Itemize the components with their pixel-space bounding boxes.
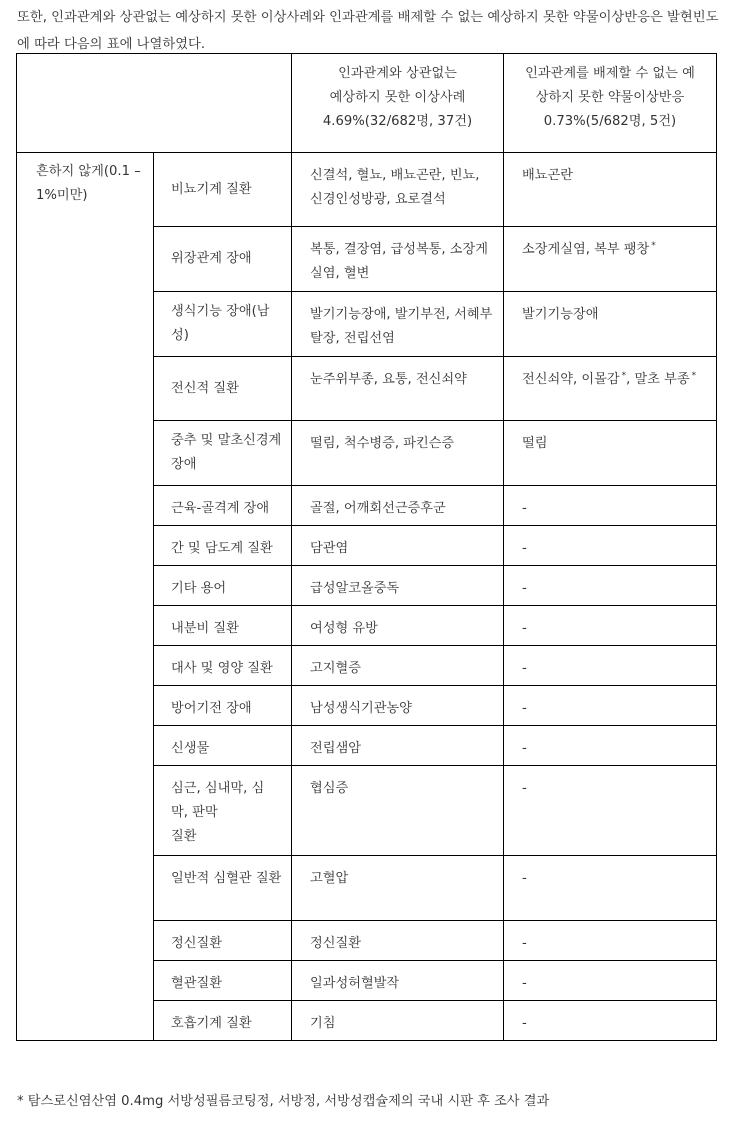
adverse-reactions-cell: 소장게실염, 복부 팽창 * (504, 227, 717, 292)
adverse-reactions-cell: 발기기능장애 (504, 292, 717, 357)
adverse-reactions-cell: - (504, 961, 717, 1001)
intro-paragraph: 또한, 인과관계와 상관없는 예상하지 못한 이상사례와 인과관계를 배제할 수 없는 예상하지 못한 약물이상반응은 발현빈도에 따라 다음의 표에 나열하였다. (17, 10, 719, 52)
adverse-reactions-cell: - (504, 1001, 717, 1041)
system-organ-class: 전신적 질환 (154, 357, 292, 421)
system-organ-class: 근육-골격계 장애 (154, 486, 292, 526)
adverse-reactions-cell: - (504, 726, 717, 766)
system-organ-class: 혈관질환 (154, 961, 292, 1001)
system-organ-class: 생식기능 장애(남성) (154, 292, 292, 357)
unexpected-events-cell: 고혈압 (292, 856, 504, 921)
unexpected-events-cell: 남성생식기관농양 (292, 686, 504, 726)
unexpected-events-cell: 담관염 (292, 526, 504, 566)
unexpected-events-cell: 고지혈증 (292, 646, 504, 686)
system-organ-class: 중추 및 말초신경계 장애 (154, 421, 292, 486)
adverse-reactions-cell: - (504, 856, 717, 921)
adverse-reactions-cell: 떨림 (504, 421, 717, 486)
frequency-category: 흔하지 않게(0.1 – 1%미만) (17, 153, 154, 1041)
adverse-reactions-cell: - (504, 606, 717, 646)
footnote-mark: * (621, 371, 627, 381)
table-row (17, 153, 717, 227)
system-organ-class: 간 및 담도계 질환 (154, 526, 292, 566)
adverse-reactions-cell: - (504, 526, 717, 566)
adverse-reactions-cell: - (504, 566, 717, 606)
unexpected-events-cell: 전립샘암 (292, 726, 504, 766)
unexpected-events-cell: 협심증 (292, 766, 504, 856)
header-adverse-reactions: 인과관계를 배제할 수 없는 예 상하지 못한 약물이상반응 0.73%(5/682명, 5건) (504, 54, 717, 153)
header-unexpected-events: 인과관계와 상관없는 예상하지 못한 이상사례 4.69%(32/682명, 37건) (292, 54, 504, 153)
table-header-row (17, 54, 717, 153)
unexpected-events-cell: 눈주위부종, 요통, 전신쇠약 (292, 357, 504, 421)
adverse-reactions-cell: - (504, 486, 717, 526)
adverse-reactions-cell: - (504, 646, 717, 686)
adverse-reactions-cell: - (504, 921, 717, 961)
unexpected-events-cell: 떨림, 척수병증, 파킨슨증 (292, 421, 504, 486)
system-organ-class: 비뇨기계 질환 (154, 153, 292, 227)
unexpected-events-cell: 정신질환 (292, 921, 504, 961)
footnote-mark: * (651, 241, 656, 251)
footnote-mark: * (691, 371, 697, 381)
system-organ-class: 기타 용어 (154, 566, 292, 606)
unexpected-events-cell: 일과성허혈발작 (292, 961, 504, 1001)
system-organ-class: 위장관계 장애 (154, 227, 292, 292)
system-organ-class: 호흡기계 질환 (154, 1001, 292, 1041)
system-organ-class: 신생물 (154, 726, 292, 766)
adverse-reactions-cell: 전신쇠약, 이몰감 *, 말초 부종 * (504, 357, 717, 421)
unexpected-events-cell: 복통, 결장염, 급성복통, 소장게실염, 혈변 (292, 227, 504, 292)
system-organ-class: 심근, 심내막, 심 막, 판막 질환 (154, 766, 292, 856)
system-organ-class: 정신질환 (154, 921, 292, 961)
header-empty-cell (17, 54, 292, 153)
system-organ-class: 내분비 질환 (154, 606, 292, 646)
unexpected-events-cell: 급성알코올중독 (292, 566, 504, 606)
adverse-reactions-cell: - (504, 686, 717, 726)
system-organ-class: 방어기전 장애 (154, 686, 292, 726)
unexpected-events-cell: 발기기능장애, 발기부전, 서혜부탈장, 전립선염 (292, 292, 504, 357)
adverse-reactions-cell: 배뇨곤란 (504, 153, 717, 227)
adverse-events-table (16, 53, 717, 1041)
system-organ-class: 일반적 심혈관 질환 (154, 856, 292, 921)
unexpected-events-cell: 기침 (292, 1001, 504, 1041)
unexpected-events-cell: 골절, 어깨회선근증후군 (292, 486, 504, 526)
system-organ-class: 대사 및 영양 질환 (154, 646, 292, 686)
unexpected-events-cell: 신결석, 혈뇨, 배뇨곤란, 빈뇨, 신경인성방광, 요로결석 (292, 153, 504, 227)
footnote: * 탐스로신염산염 0.4mg 서방성필름코팅정, 서방정, 서방성캡슐제의 국내 시판 후 조사 결과 (17, 1094, 550, 1109)
adverse-reactions-cell: - (504, 766, 717, 856)
unexpected-events-cell: 여성형 유방 (292, 606, 504, 646)
